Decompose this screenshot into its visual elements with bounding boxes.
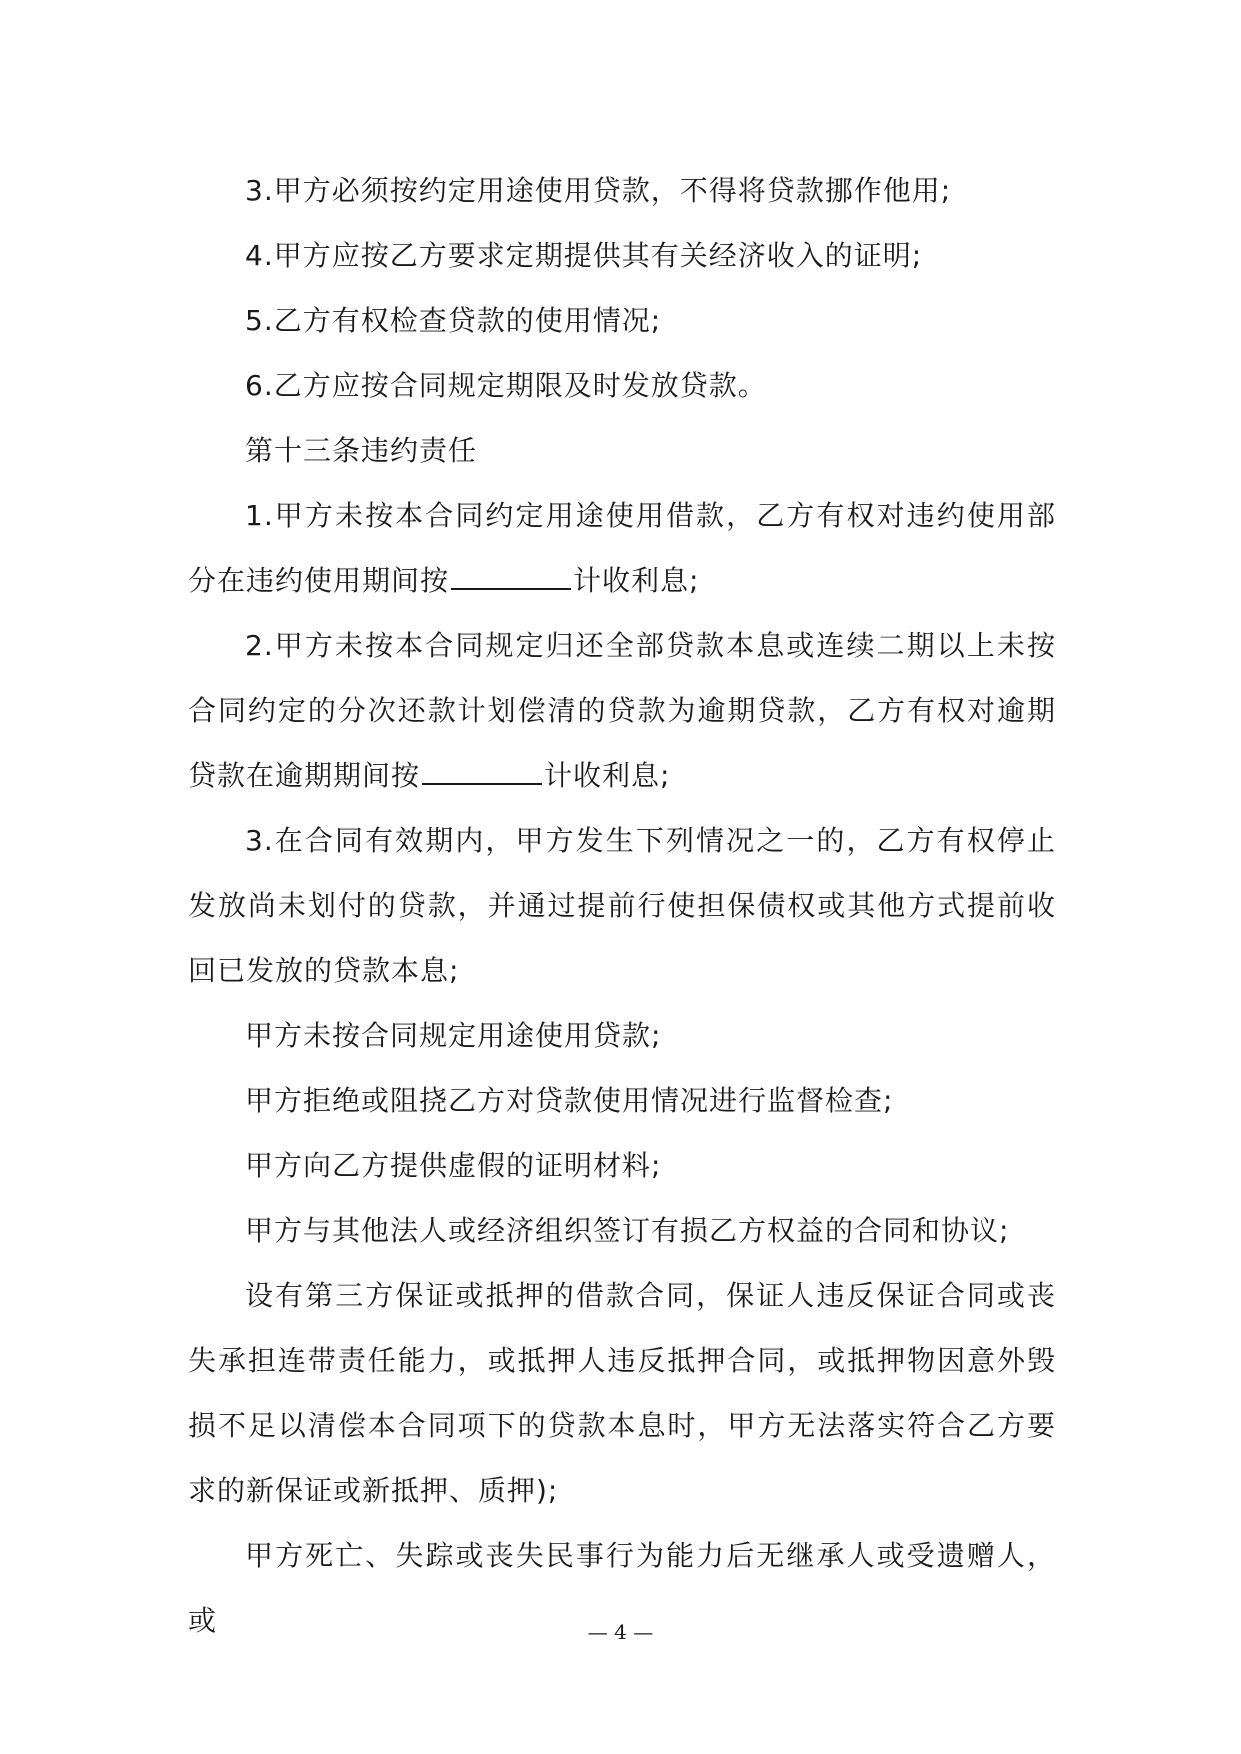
breach-condition-2: 甲方拒绝或阻挠乙方对贷款使用情况进行监督检查; bbox=[245, 1084, 894, 1117]
breach-clause-2-text: 2.甲方未按本合同规定归还全部贷款本息或连续二期以上未按合同约定的分次还款计划偿清的贷款为逾期贷款，乙方有权对逾期贷款在逾期期间按 bbox=[188, 629, 1056, 792]
fill-in-blank bbox=[422, 761, 542, 785]
page-number: — 4 — bbox=[587, 1620, 654, 1644]
fill-in-blank bbox=[451, 566, 571, 590]
breach-clause-2 bbox=[188, 613, 1056, 808]
article-13-heading: 第十三条违约责任 bbox=[245, 434, 478, 467]
breach-clause-1-tail: 计收利息; bbox=[573, 564, 700, 597]
breach-condition-3: 甲方向乙方提供虚假的证明材料; bbox=[245, 1149, 662, 1182]
clause-4-income-proof: 4.甲方应按乙方要求定期提供其有关经济收入的证明; bbox=[245, 239, 923, 272]
clause-6-disbursement: 6.乙方应按合同规定期限及时发放贷款。 bbox=[245, 369, 767, 402]
breach-condition-4: 甲方与其他法人或经济组织签订有损乙方权益的合同和协议; bbox=[245, 1214, 1010, 1247]
breach-clause-3: 3.在合同有效期内，甲方发生下列情况之一的，乙方有权停止发放尚未划付的贷款，并通过提前行使担保债权或其他方式提前收回已发放的贷款本息; bbox=[188, 824, 1056, 987]
breach-clause-2-tail: 计收利息; bbox=[544, 759, 671, 792]
breach-condition-6: 甲方死亡、失踪或丧失民事行为能力后无继承人或受遗赠人，或 bbox=[188, 1539, 1056, 1637]
breach-clause-1-text: 1.甲方未按本合同约定用途使用借款，乙方有权对违约使用部分在违约使用期间按 bbox=[188, 499, 1056, 597]
breach-clause-1 bbox=[188, 483, 1056, 613]
breach-condition-5: 设有第三方保证或抵押的借款合同，保证人违反保证合同或丧失承担连带责任能力，或抵押人违反抵押合同，或抵押物因意外毁损不足以清偿本合同项下的贷款本息时，甲方无法落实符合乙方要求的新保证或新抵押、质押); bbox=[188, 1279, 1056, 1507]
clause-3-usage: 3.甲方必须按约定用途使用贷款，不得将贷款挪作他用; bbox=[245, 174, 952, 207]
clause-5-inspection: 5.乙方有权检查贷款的使用情况; bbox=[245, 304, 662, 337]
breach-condition-1: 甲方未按合同规定用途使用贷款; bbox=[245, 1019, 662, 1052]
document-body bbox=[188, 158, 1056, 1653]
